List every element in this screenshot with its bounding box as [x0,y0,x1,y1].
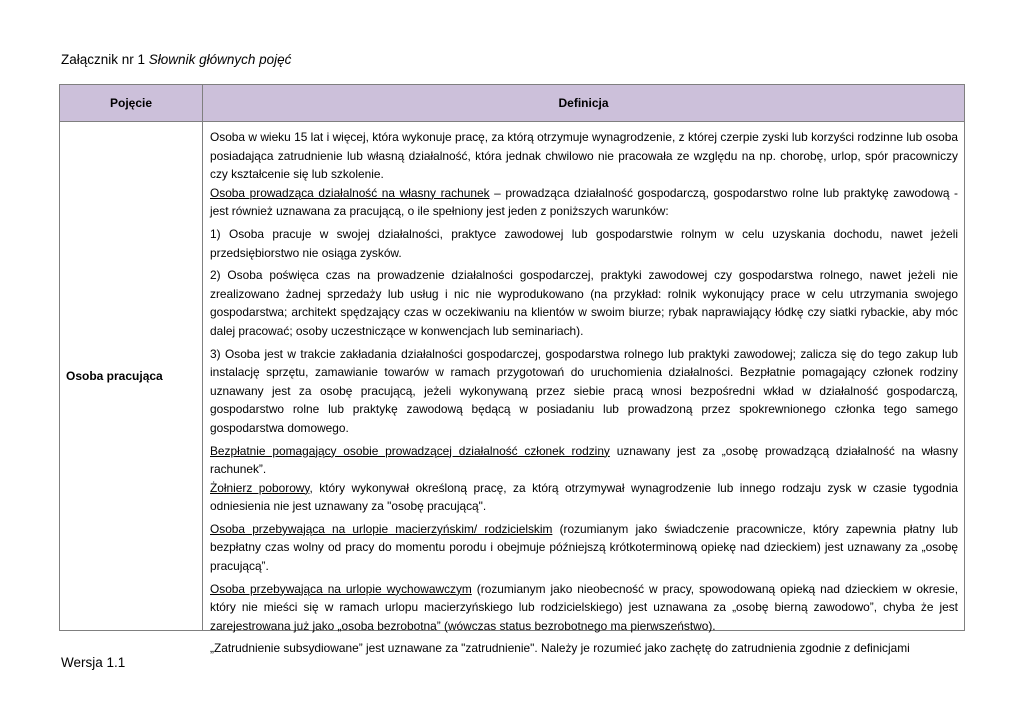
header-term: Pojęcie [60,85,203,122]
term-cell: Osoba pracująca [60,122,203,631]
table-row [60,122,965,631]
underlined-term: Żołnierz poborowy [210,480,310,495]
definition-paragraph [210,580,958,636]
footer-version: Wersja 1.1 [61,655,126,670]
definition-paragraph [210,520,958,576]
paragraph-text: (rozumianym jako świadczenie pracownicze, który zapewnia płatny lub bezpłatny czas wolny od pracy do momentu porodu i obejmuje późniejszą krótkoterminową opiekę nad dzieckiem) jest uznawany za „osobę pracującą”. [210,521,958,574]
underlined-term: Bezpłatnie pomagający osobie prowadzącej działalność członek rodziny [210,443,610,458]
paragraph-text: , który wykonywał określoną pracę, za którą otrzymywał wynagrodzenie lub innego rodzaju zysk w czasie tygodnia odniesienia nie jest uznawany za "osobę pracującą". [210,480,958,514]
title-italic: Słownik głównych pojęć [148,52,292,67]
paragraph-text: uznawany jest za „osobę prowadzącą działalność na własny rachunek”. [210,443,958,477]
underlined-term: Osoba prowadząca działalność na własny rachunek [210,185,490,200]
underlined-term: Osoba przebywająca na urlopie macierzyńskim/ rodzicielskim [210,521,553,536]
header-definition: Definicja [203,85,965,122]
title-prefix: Załącznik nr 1 [61,52,149,67]
definition-paragraph: Osoba w wieku 15 lat i więcej, która wykonuje pracę, za którą otrzymuje wynagrodzenie, z której czerpie zyski lub korzyści rodzinne lub osoba posiadająca zatrudnienie lub własną działalność, która jednak chwilowo nie pracowała ze względu na np. chorobę, urlop, spór pracowniczy czy kształcenie się lub szkolenie. [210,130,958,182]
page-title [61,52,291,68]
table-header-row [60,85,965,122]
glossary-table [59,84,965,656]
definition-paragraph: 2) Osoba poświęca czas na prowadzenie działalności gospodarczej, praktyki zawodowej czy gospodarstwa rolnego, nawet jeżeli nie zrealizowano żadnej sprzedaży lub usług i nic nie wyprodukowano (na przykład: rolnik wykonujący prace w celu utrzymania swojego gospodarstwa; architekt spędzający czas w oczekiwaniu na klientów w swoim biurze; rybak naprawiający łódkę czy siatki rybackie, aby móc dalej pracować; osoby uczestniczące w konwencjach lub seminariach). [210,268,958,338]
definition-content [203,122,964,656]
definition-paragraph: „Zatrudnienie subsydiowane” jest uznawane za "zatrudnienie". Należy je rozumieć jako zachętę do zatrudnienia zgodnie z definicjami [210,641,910,656]
definition-paragraph: 1) Osoba pracuje w swojej działalności, praktyce zawodowej lub gospodarstwie rolnym w celu uzyskania dochodu, nawet jeżeli przedsiębiorstwo nie osiąga zysków. [210,226,958,260]
paragraph-text: – prowadząca działalność gospodarczą, gospodarstwo rolne lub praktykę zawodową - jest również uznawana za pracującą, o ile spełniony jest jeden z poniższych warunków: [210,185,959,219]
paragraph-text: (rozumianym jako nieobecność w pracy, spowodowaną opieką nad dzieckiem w okresie, który nie mieści się w ramach urlopu macierzyńskiego lub rodzicielskiego) jest uznawana za „osobę bierną zawodowo”, chyba że jest zarejestrowana już jako „osoba bezrobotna” (wówczas status bezrobotnego ma pierwszeństwo). [210,581,958,633]
definition-paragraph: 3) Osoba jest w trakcie zakładania działalności gospodarczej, gospodarstwa rolnego lub praktyki zawodowej; zalicza się do tego zakup lub instalację sprzętu, zamawianie towarów w ramach przygotowań do uruchomienia działalności. Bezpłatnie pomagający członek rodziny uznawany jest za osobę pracującą, jeżeli wykonywaną przez siebie pracą wnosi bezpośredni wkład w działalność gospodarczą, gospodarstwo rolne lub praktykę zawodową będącą w posiadaniu lub prowadzoną przez spokrewnionego członka tego samego gospodarstwa domowego. [210,346,958,435]
definition-paragraph [210,442,958,479]
definition-cell [203,122,965,656]
underlined-term: Osoba przebywająca na urlopie wychowawczym [210,581,472,596]
definition-paragraph [210,184,958,221]
definition-paragraph [210,479,958,516]
